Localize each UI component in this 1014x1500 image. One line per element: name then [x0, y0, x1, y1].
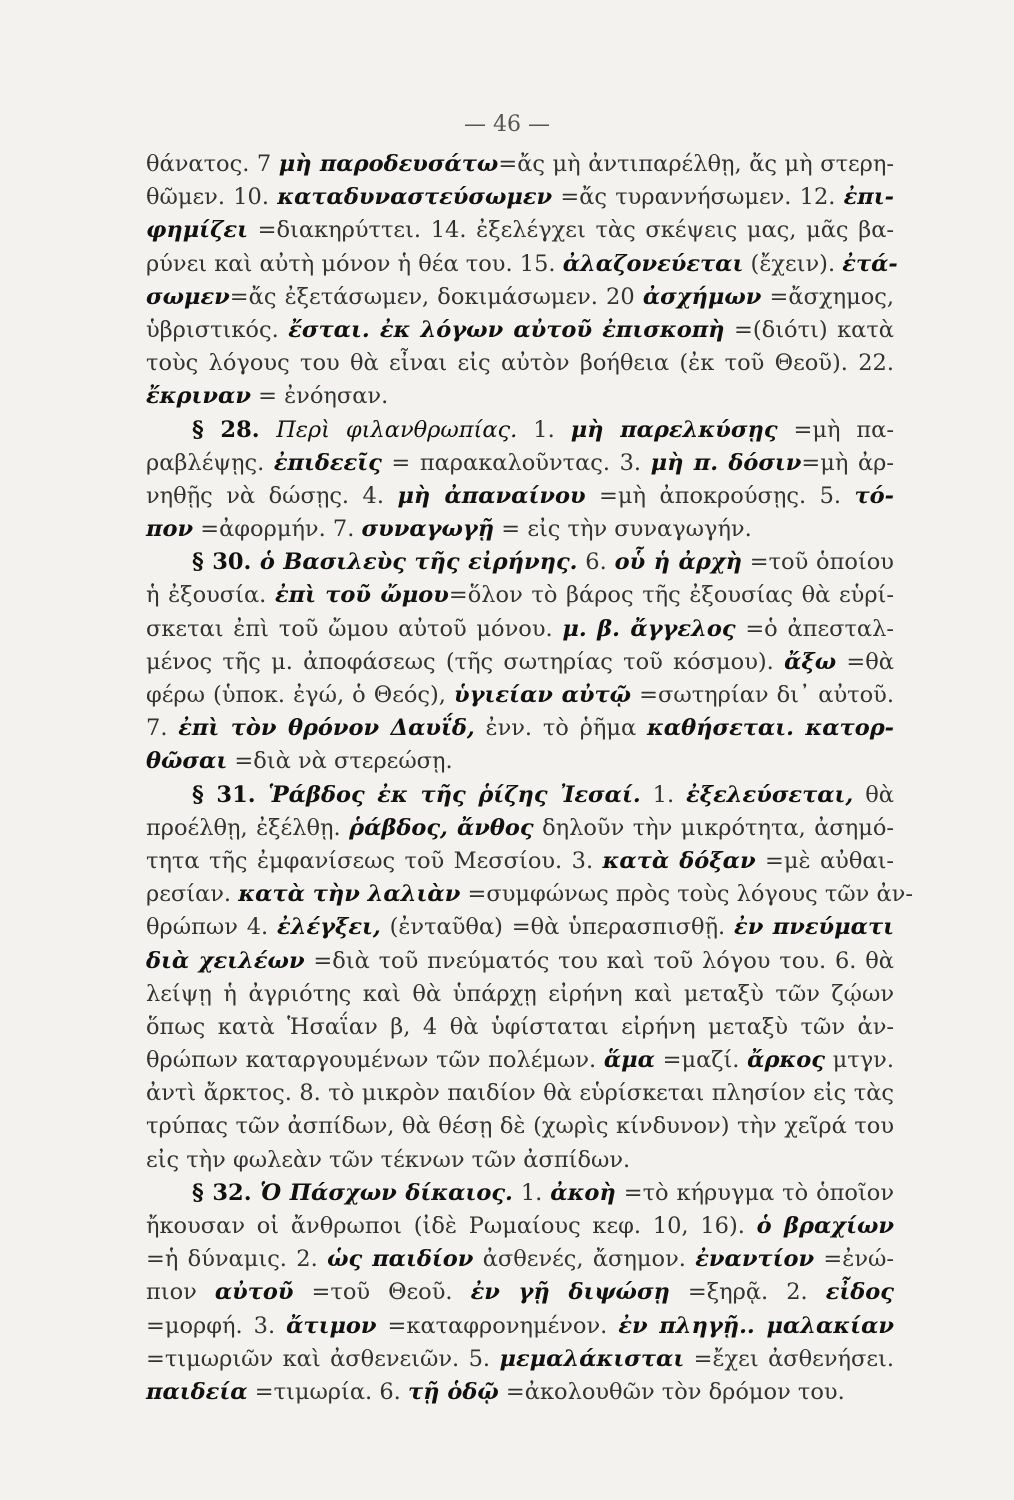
text-run: δηλοῦν τὴν μικρότητα, ἀσημό- [533, 814, 894, 841]
text-run: ἡ ἐξουσία. [146, 582, 275, 609]
lemma: ἀσχήμων [642, 283, 762, 310]
text-run: =ἄς ἐξετάσωμεν, δοκιμάσωμεν. 20 [229, 283, 643, 310]
text-run: =θὰ [836, 648, 894, 675]
text-line [146, 1077, 894, 1110]
text-run: =καταφρονημένον. [376, 1312, 619, 1339]
lemma: συναγωγῇ [361, 516, 495, 543]
lemma: ἐξελεύσεται, [686, 781, 854, 808]
text-run: πιον [146, 1279, 215, 1306]
text-line [146, 1177, 894, 1210]
text-run: 1. [640, 781, 687, 808]
lemma: αὐτοῦ [214, 1279, 294, 1306]
text-run: =ἄς τυραννήσωμεν. 12. [552, 184, 844, 211]
lemma: καταδυναστεύσωμεν [277, 184, 553, 211]
text-line [146, 1243, 894, 1276]
text-run: =ἄς μὴ ἀντιπαρέλθῃ, ἄς μὴ στερη- [498, 151, 894, 177]
lemma: Περὶ φιλανθρωπίας. [276, 416, 518, 443]
text-run: προέλθῃ, ἐξέλθῃ. [146, 814, 350, 841]
text-run: ὑβριστικός. [146, 316, 289, 343]
text-run: θῶμεν. 10. [146, 184, 278, 211]
lemma: μὴ π. δόσιν [650, 449, 802, 476]
text-line [146, 414, 894, 447]
text-run: =μὴ ἀρ- [801, 449, 894, 476]
lemma: ἀκοὴ [550, 1179, 616, 1206]
lemma: μεμαλάκισται [499, 1345, 685, 1372]
lemma: ἐπὶ τοῦ ὤμου [274, 582, 449, 609]
text-run: σκεται ἐπὶ τοῦ ὤμου αὐτοῦ μόνου. [146, 615, 563, 642]
text-line [146, 314, 894, 347]
text-run: =μαζί. [654, 1047, 748, 1074]
text-line [146, 1011, 894, 1044]
text-line [146, 613, 894, 646]
text-run: τητα τῆς ἐμφανίσεως τοῦ Μεσσίου. 3. [146, 847, 603, 874]
lemma: κατὰ δόξαν [602, 847, 756, 874]
text-line [146, 380, 894, 413]
lemma: μὴ παροδευσάτω [278, 151, 499, 177]
text-run: (ἐνταῦθα) =θὰ ὑπερασπισθῇ. [380, 914, 735, 941]
lemma: ἄρκος [747, 1047, 825, 1074]
lemma: παιδεία [146, 1378, 248, 1405]
text-run: =ἀκολουθῶν τὸν δρόμον του. [498, 1378, 845, 1405]
text-run: ἐνν. τὸ ῥῆμα [474, 715, 647, 742]
text-run: ρεσίαν. [146, 881, 239, 908]
text-run: =ἄσχημος, [761, 283, 894, 310]
text-run: θάνατος. 7 [146, 151, 279, 177]
text-run: =ἀφορμήν. 7. [193, 516, 362, 543]
text-run: =διακηρύττει. 14. ἐξελέγχει τὰς σκέψεις μας, μᾶς βα- [247, 217, 894, 244]
text-run: =ἡ δύναμις. 2. [146, 1246, 328, 1273]
lemma: πον [146, 516, 194, 543]
text-run: (ἔχειν). [743, 250, 843, 277]
lemma: ἐτά- [842, 250, 898, 277]
text-run: ραβλέψῃς. [146, 449, 274, 476]
text-run: 7. [146, 715, 179, 742]
lemma: τῇ ὁδῷ [407, 1378, 499, 1405]
text-line [146, 812, 894, 845]
lemma: ἐν πληγῇ.. μαλακίαν [618, 1312, 894, 1339]
lemma: μ. β. ἄγγελος [562, 615, 736, 642]
text-line [146, 646, 894, 679]
text-run: 6. [577, 549, 615, 576]
text-run: =μὲ αὐθαι- [755, 847, 895, 874]
text-line [146, 1144, 894, 1177]
text-run: =διὰ νὰ στερεώσῃ. [227, 748, 453, 775]
text-line [146, 281, 894, 314]
text-line [146, 480, 894, 513]
lemma: οὗ ἡ ἀρχὴ [614, 549, 742, 576]
text-line [146, 1310, 894, 1343]
text-run: ἀσθενές, ἄσημον. [473, 1246, 696, 1273]
text-run: λείψῃ ἡ ἀγριότης καὶ θὰ ὑπάρχῃ εἰρήνη καὶ μεταξὺ τῶν ζῴων [146, 980, 894, 1007]
page-number: — 46 — [464, 112, 550, 137]
text-run: = παρακαλοῦντας. 3. [381, 449, 651, 476]
text-line [146, 1044, 894, 1077]
lemma: ἅμα [603, 1047, 655, 1074]
text-run: =τοῦ ὁποίου [741, 549, 894, 576]
text-line [146, 1210, 894, 1243]
text-run: =μὴ πα- [777, 416, 894, 443]
text-line [146, 911, 894, 944]
lemma: ἔσται. ἐκ λόγων αὐτοῦ ἐπισκοπὴ [288, 316, 725, 343]
text-run: τοὺς λόγους του θὰ εἶναι εἰς αὐτὸν βοήθεια (ἐκ τοῦ Θεοῦ). 22. [146, 350, 894, 377]
text-run: =ξηρᾷ. 2. [669, 1279, 826, 1306]
text-run: =τιμωριῶν καὶ ἀσθενειῶν. 5. [146, 1345, 500, 1372]
text-line [146, 679, 894, 712]
text-line [146, 546, 894, 579]
text-run: τρύπας τῶν ἀσπίδων, θὰ θέσῃ δὲ (χωρὶς κίνδυνον) τὴν χεῖρά του [146, 1113, 894, 1140]
text-run: =τὸ κήρυγμα τὸ ὁποῖον [615, 1179, 895, 1206]
lemma: ἄτιμον [286, 1312, 377, 1339]
text-line [146, 579, 894, 612]
lemma: Ὁ Πάσχων δίκαιος. [260, 1179, 513, 1206]
text-run: ἤκουσαν οἱ ἄνθρωποι (ἰδὲ Ρωμαίους κεφ. 10, 16). [146, 1213, 757, 1239]
text-line [146, 1376, 894, 1409]
lemma: ὁ βραχίων [756, 1213, 894, 1239]
text-run: θρώπων 4. [146, 914, 278, 941]
text-run: εἰς τὴν φωλεὰν τῶν τέκνων τῶν ἀσπίδων. [146, 1146, 631, 1173]
lemma: διὰ χειλέων [146, 947, 305, 974]
lemma: φημίζει [146, 217, 248, 244]
text-run: =τιμωρία. 6. [247, 1378, 408, 1405]
lemma: ὡς παιδίον [327, 1246, 474, 1273]
section-number: § 31. [192, 781, 269, 808]
text-run: =μορφή. 3. [146, 1312, 287, 1339]
text-run: =μὴ ἀποκρούσῃς. 5. [585, 482, 855, 509]
text-run: =ἐνώ- [814, 1246, 894, 1273]
lemma: ἐπι- [843, 184, 894, 211]
lemma: ῥάβδος, ἄνθος [349, 814, 534, 841]
section-number: § 28. [192, 416, 277, 443]
lemma: ἐν γῇ διψώσῃ [470, 1279, 670, 1306]
lemma: ἄξω [784, 648, 837, 675]
lemma: ἐναντίον [695, 1246, 815, 1273]
text-run: ὅπως κατὰ Ἡσαΐαν β, 4 θὰ ὑφίσταται εἰρήνη μεταξὺ τῶν ἀν- [146, 1013, 894, 1040]
lemma: θῶσαι [146, 748, 228, 775]
lemma: εἶδος [825, 1279, 894, 1306]
text-line [146, 347, 894, 380]
text-run: =σωτηρίαν δι᾽ αὐτοῦ. [631, 682, 895, 708]
text-line [146, 779, 894, 812]
text-line [146, 447, 894, 480]
text-run: θὰ [853, 781, 894, 808]
lemma: ἐλέγξει, [277, 914, 381, 941]
text-run: = εἰς τὴν συναγωγήν. [494, 516, 752, 543]
lemma: ἀλαζονεύεται [562, 250, 744, 277]
lemma: Ῥάβδος ἐκ τῆς ῥίζης Ἰεσαί. [268, 781, 641, 808]
text-line [146, 248, 898, 281]
text-run: θρώπων καταργουμένων τῶν πολέμων. [146, 1047, 604, 1074]
lemma: ἐπιδεεῖς [273, 449, 382, 476]
lemma: ἐν πνεύματι [734, 914, 894, 941]
text-line [146, 181, 894, 214]
text-line [146, 1343, 894, 1376]
lemma: κατὰ τὴν λαλιὰν [238, 881, 461, 908]
lemma: ἐπὶ τὸν θρόνον Δαυΐδ, [178, 715, 475, 742]
lemma: καθήσεται. κατορ- [646, 715, 895, 742]
lemma: μὴ ἀπαναίνου [397, 482, 586, 509]
lemma: ὁ Βασιλεὺς τῆς εἰρήνης. [259, 549, 578, 576]
lemma: τό- [854, 482, 894, 509]
text-run: =συμφώνως πρὸς τοὺς λόγους τῶν ἀν- [460, 881, 913, 908]
text-run: 1. [517, 416, 571, 443]
section-number: § 32. [192, 1179, 261, 1206]
text-run: = ἐνόησαν. [250, 383, 389, 410]
text-line [146, 945, 894, 978]
text-line [146, 878, 913, 911]
text-line [146, 745, 894, 778]
lemma: ὑγιείαν αὐτῷ [454, 682, 632, 708]
text-run: νηθῇς νὰ δώσῃς. 4. [146, 482, 398, 509]
text-run: =ὁ ἀπεσταλ- [735, 615, 894, 642]
text-run: ἀντὶ ἄρκτος. 8. τὸ μικρὸν παιδίον θὰ εὑρίσκεται πλησίον εἰς τὰς [146, 1080, 894, 1107]
text-run: φέρω (ὑποκ. ἐγώ, ὁ Θεός), [146, 682, 455, 708]
text-line [146, 1276, 894, 1309]
text-run: =τοῦ Θεοῦ. [293, 1279, 471, 1306]
text-line [146, 845, 894, 878]
text-line [146, 513, 894, 546]
text-run: ρύνει καὶ αὐτὴ μόνον ἡ θέα του. 15. [146, 250, 563, 277]
text-run: μένος τῆς μ. ἀποφάσεως (τῆς σωτηρίας τοῦ κόσμου). [146, 648, 785, 675]
text-line [146, 712, 894, 745]
lemma: ἔκριναν [146, 383, 251, 410]
lemma: μὴ παρελκύσῃς [570, 416, 778, 443]
text-run: =ἔχει ἀσθενήσει. [684, 1345, 894, 1372]
text-run: μτγν. [824, 1047, 894, 1074]
section-number: § 30. [192, 549, 260, 576]
text-line [146, 214, 894, 247]
text-line [146, 148, 894, 181]
text-run: =ὅλον τὸ βάρος τῆς ἐξουσίας θὰ εὑρί- [448, 582, 894, 609]
text-run: =(διότι) κατὰ [724, 316, 895, 343]
text-line [146, 978, 894, 1011]
text-run: 1. [512, 1179, 551, 1206]
text-line [146, 1110, 894, 1143]
text-run: =διὰ τοῦ πνεύματός του καὶ τοῦ λόγου του. 6. θὰ [304, 947, 894, 974]
body-text [146, 148, 913, 1409]
lemma: σωμεν [146, 283, 230, 310]
